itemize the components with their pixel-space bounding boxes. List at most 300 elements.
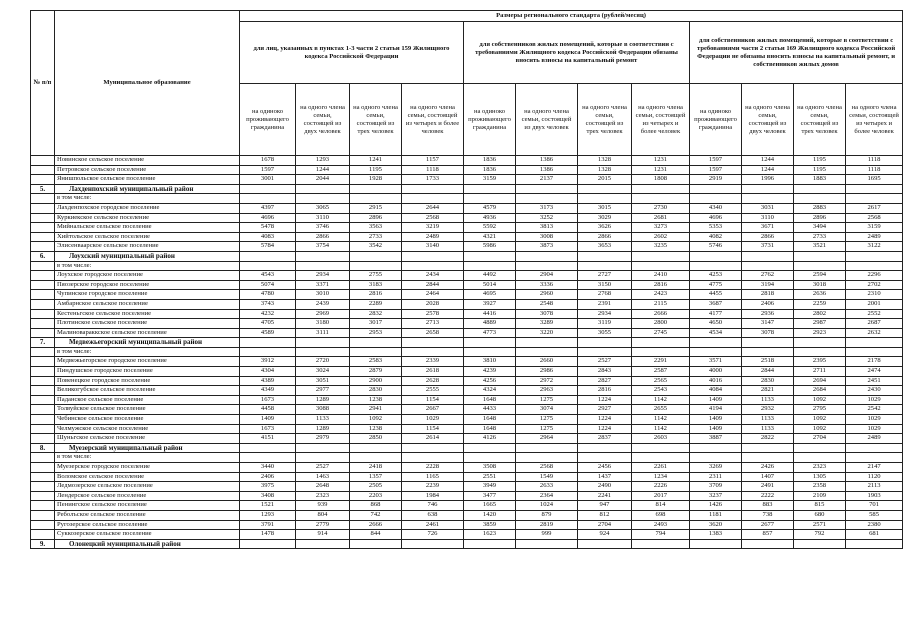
value-cell: 1142	[632, 395, 690, 405]
empty-cell	[31, 405, 55, 415]
value-cell: 2822	[742, 434, 794, 444]
empty-cell	[578, 443, 632, 453]
region-number: 7.	[31, 338, 55, 348]
value-cell: 3746	[296, 223, 350, 233]
value-cell: 1029	[846, 415, 903, 425]
value-cell: 2936	[742, 309, 794, 319]
value-cell: 2548	[516, 299, 578, 309]
value-cell: 1357	[350, 472, 402, 482]
table-row	[31, 242, 903, 252]
value-cell: 3887	[690, 434, 742, 444]
value-cell: 2423	[632, 290, 690, 300]
value-cell: 1142	[632, 424, 690, 434]
value-cell: 2632	[846, 328, 903, 338]
value-cell: 3122	[846, 242, 903, 252]
value-cell: 2883	[794, 203, 846, 213]
value-cell: 4416	[464, 309, 516, 319]
empty-cell	[632, 261, 690, 271]
table-row	[31, 530, 903, 540]
value-cell: 2711	[794, 367, 846, 377]
value-cell: 2816	[350, 290, 402, 300]
settlement-name: Чебинское сельское поселение	[55, 415, 240, 425]
table-row	[31, 175, 903, 185]
settlement-name: Муезерское городское поселение	[55, 463, 240, 473]
table-row	[31, 376, 903, 386]
empty-cell	[690, 338, 742, 348]
value-cell: 2702	[846, 280, 903, 290]
empty-cell	[350, 453, 402, 463]
value-cell: 3150	[578, 280, 632, 290]
empty-cell	[516, 453, 578, 463]
table-row	[31, 319, 903, 329]
value-cell: 3620	[690, 520, 742, 530]
number-column-header: № п/п	[31, 11, 55, 156]
value-cell: 3269	[690, 463, 742, 473]
value-cell: 2768	[578, 290, 632, 300]
value-cell: 2733	[794, 232, 846, 242]
value-cell: 4083	[240, 232, 296, 242]
value-cell: 2296	[846, 271, 903, 281]
value-cell: 1133	[296, 415, 350, 425]
empty-cell	[690, 184, 742, 194]
region-row	[31, 338, 903, 348]
value-cell: 2489	[846, 232, 903, 242]
empty-cell	[31, 242, 55, 252]
settlement-name: Лоухское городское поселение	[55, 271, 240, 281]
settlement-name: Пенингское сельское поселение	[55, 501, 240, 511]
value-cell: 2953	[350, 328, 402, 338]
value-cell: 844	[350, 530, 402, 540]
value-cell: 2987	[794, 319, 846, 329]
table-row	[31, 434, 903, 444]
value-cell: 2395	[794, 357, 846, 367]
value-cell: 1328	[578, 165, 632, 175]
empty-cell	[31, 434, 55, 444]
value-cell: 2843	[578, 367, 632, 377]
empty-cell	[31, 357, 55, 367]
empty-cell	[742, 251, 794, 261]
table-body	[31, 156, 903, 549]
value-cell: 2818	[742, 290, 794, 300]
value-cell: 2015	[578, 175, 632, 185]
table-row	[31, 501, 903, 511]
settlement-name: Медвежьегорское городское поселение	[55, 357, 240, 367]
value-cell: 857	[742, 530, 794, 540]
value-cell: 1383	[690, 530, 742, 540]
empty-cell	[632, 347, 690, 357]
empty-cell	[464, 347, 516, 357]
value-cell: 2837	[578, 434, 632, 444]
value-cell: 1238	[350, 395, 402, 405]
value-cell: 4349	[240, 386, 296, 396]
value-cell: 2410	[632, 271, 690, 281]
value-cell: 4936	[464, 213, 516, 223]
value-cell: 2339	[402, 357, 464, 367]
value-cell: 3159	[464, 175, 516, 185]
empty-cell	[516, 261, 578, 271]
value-cell: 738	[742, 510, 794, 520]
value-cell: 4256	[464, 376, 516, 386]
value-cell: 3743	[240, 299, 296, 309]
value-cell: 1426	[690, 501, 742, 511]
value-cell: 3015	[578, 203, 632, 213]
table-row	[31, 395, 903, 405]
value-cell: 883	[742, 501, 794, 511]
value-cell: 3173	[516, 203, 578, 213]
value-cell: 1648	[464, 395, 516, 405]
empty-cell	[31, 271, 55, 281]
standard-title-header: Размеры регионального стандарта (рублей/месяц)	[240, 11, 903, 22]
value-cell: 2802	[794, 309, 846, 319]
value-cell: 2666	[632, 309, 690, 319]
value-cell: 2406	[240, 472, 296, 482]
value-cell: 1231	[632, 156, 690, 166]
value-cell: 3671	[742, 223, 794, 233]
value-cell: 2677	[742, 520, 794, 530]
empty-cell	[742, 539, 794, 549]
value-cell: 2456	[578, 463, 632, 473]
value-cell: 939	[296, 501, 350, 511]
value-cell: 2587	[632, 367, 690, 377]
value-cell: 2896	[794, 213, 846, 223]
value-cell: 1092	[350, 415, 402, 425]
value-cell: 1234	[632, 472, 690, 482]
value-cell: 2730	[632, 203, 690, 213]
value-cell: 3687	[690, 299, 742, 309]
value-cell: 4433	[464, 405, 516, 415]
value-cell: 1648	[464, 424, 516, 434]
table-row	[31, 386, 903, 396]
value-cell: 2934	[578, 309, 632, 319]
value-cell: 2527	[578, 357, 632, 367]
settlement-name: Лахденпохское городское поселение	[55, 203, 240, 213]
empty-cell	[516, 443, 578, 453]
value-cell: 1305	[794, 472, 846, 482]
settlement-name: Амбарнское сельское поселение	[55, 299, 240, 309]
value-cell: 2489	[402, 232, 464, 242]
value-cell: 2681	[632, 213, 690, 223]
value-cell: 1521	[240, 501, 296, 511]
table-row	[31, 415, 903, 425]
empty-cell	[632, 453, 690, 463]
value-cell: 1244	[742, 156, 794, 166]
value-cell: 914	[296, 530, 350, 540]
value-cell: 1154	[402, 424, 464, 434]
value-cell: 2755	[350, 271, 402, 281]
empty-cell	[240, 261, 296, 271]
empty-cell	[31, 165, 55, 175]
value-cell: 3273	[632, 223, 690, 233]
value-cell: 1996	[742, 175, 794, 185]
value-cell: 1224	[578, 424, 632, 434]
value-cell: 2969	[296, 309, 350, 319]
table-row	[31, 491, 903, 501]
value-cell: 2113	[846, 482, 903, 492]
value-cell: 2147	[846, 463, 903, 473]
value-cell: 3731	[742, 242, 794, 252]
empty-cell	[402, 194, 464, 204]
subheader-cell: на одного члена семьи, состоящей из двух человек	[516, 84, 578, 156]
value-cell: 1142	[632, 415, 690, 425]
value-cell: 1836	[464, 165, 516, 175]
value-cell: 2406	[742, 299, 794, 309]
value-cell: 2904	[516, 271, 578, 281]
value-cell: 4082	[690, 232, 742, 242]
value-cell: 4455	[690, 290, 742, 300]
empty-cell	[794, 347, 846, 357]
value-cell: 1092	[794, 424, 846, 434]
value-cell: 4389	[240, 376, 296, 386]
value-cell: 1678	[240, 156, 296, 166]
empty-cell	[350, 347, 402, 357]
value-cell: 4780	[240, 290, 296, 300]
settlement-name: Новинское сельское поселение	[55, 156, 240, 166]
value-cell: 5746	[690, 242, 742, 252]
table-row	[31, 357, 903, 367]
value-cell: 2203	[350, 491, 402, 501]
value-cell: 2323	[794, 463, 846, 473]
value-cell: 1289	[296, 395, 350, 405]
value-cell: 2844	[742, 367, 794, 377]
settlement-name: Толвуйское сельское поселение	[55, 405, 240, 415]
value-cell: 2380	[846, 520, 903, 530]
value-cell: 3110	[742, 213, 794, 223]
table-row	[31, 299, 903, 309]
value-cell: 2704	[578, 520, 632, 530]
value-cell: 3140	[402, 242, 464, 252]
value-cell: 2291	[632, 357, 690, 367]
value-cell: 1165	[402, 472, 464, 482]
empty-cell	[31, 261, 55, 271]
value-cell: 4589	[240, 328, 296, 338]
subheader-cell: на одиноко проживающего гражданина	[464, 84, 516, 156]
empty-cell	[516, 194, 578, 204]
value-cell: 1118	[846, 156, 903, 166]
table-row	[31, 156, 903, 166]
empty-cell	[742, 453, 794, 463]
value-cell: 2927	[578, 405, 632, 415]
value-cell: 1118	[402, 165, 464, 175]
group-header-3: для собственников жилых помещений, которые в соответствии с требованиями части 2 статьи 169 Жилищного кодекса Российской Федерации не обязаны вносить взносы на капитальный ремонт, и собственников жилых домов	[690, 22, 903, 84]
value-cell: 742	[350, 510, 402, 520]
region-name: Олонецкий муниципальный район	[55, 539, 240, 549]
value-cell: 2464	[402, 290, 464, 300]
value-cell: 2518	[742, 357, 794, 367]
empty-cell	[31, 309, 55, 319]
empty-cell	[516, 347, 578, 357]
value-cell: 1231	[632, 165, 690, 175]
value-cell: 1289	[296, 424, 350, 434]
value-cell: 5014	[464, 280, 516, 290]
value-cell: 2178	[846, 357, 903, 367]
value-cell: 2001	[846, 299, 903, 309]
value-cell: 3065	[296, 203, 350, 213]
value-cell: 2571	[794, 520, 846, 530]
value-cell: 701	[846, 501, 903, 511]
value-cell: 1623	[464, 530, 516, 540]
empty-cell	[578, 347, 632, 357]
empty-cell	[31, 290, 55, 300]
value-cell: 2964	[516, 434, 578, 444]
value-cell: 812	[578, 510, 632, 520]
value-cell: 4340	[690, 203, 742, 213]
region-row	[31, 539, 903, 549]
value-cell: 2866	[578, 232, 632, 242]
value-cell: 2017	[632, 491, 690, 501]
empty-cell	[846, 347, 903, 357]
value-cell: 4321	[464, 232, 516, 242]
value-cell: 1224	[578, 395, 632, 405]
value-cell: 3008	[516, 232, 578, 242]
table-row	[31, 472, 903, 482]
empty-cell	[690, 194, 742, 204]
empty-cell	[846, 453, 903, 463]
value-cell: 3289	[516, 319, 578, 329]
value-cell: 2603	[632, 434, 690, 444]
including-label: в том числе:	[55, 261, 240, 271]
subheader-cell: на одного члена семьи, состоящей из четырех и более человек	[632, 84, 690, 156]
value-cell: 2311	[690, 472, 742, 482]
value-cell: 4177	[690, 309, 742, 319]
value-cell: 2779	[296, 520, 350, 530]
value-cell: 1386	[516, 156, 578, 166]
value-cell: 2660	[516, 357, 578, 367]
empty-cell	[464, 453, 516, 463]
value-cell: 2648	[296, 482, 350, 492]
subtitle-row	[31, 347, 903, 357]
value-cell: 680	[794, 510, 846, 520]
value-cell: 3477	[464, 491, 516, 501]
empty-cell	[296, 251, 350, 261]
empty-cell	[240, 539, 296, 549]
value-cell: 3927	[464, 299, 516, 309]
value-cell: 2226	[632, 482, 690, 492]
value-cell: 1984	[402, 491, 464, 501]
value-cell: 1293	[296, 156, 350, 166]
value-cell: 3521	[794, 242, 846, 252]
empty-cell	[578, 453, 632, 463]
value-cell: 5353	[690, 223, 742, 233]
settlement-name: Паданское сельское поселение	[55, 395, 240, 405]
empty-cell	[464, 539, 516, 549]
empty-cell	[296, 261, 350, 271]
settlement-name: Суккозерское сельское поселение	[55, 530, 240, 540]
value-cell: 2418	[350, 463, 402, 473]
value-cell: 2821	[742, 386, 794, 396]
value-cell: 3949	[464, 482, 516, 492]
value-cell: 3055	[578, 328, 632, 338]
value-cell: 1463	[296, 472, 350, 482]
value-cell: 2850	[350, 434, 402, 444]
settlement-name: Элисенваарское сельское поселение	[55, 242, 240, 252]
value-cell: 3653	[578, 242, 632, 252]
value-cell: 4696	[690, 213, 742, 223]
value-cell: 4151	[240, 434, 296, 444]
value-cell: 2602	[632, 232, 690, 242]
value-cell: 999	[516, 530, 578, 540]
table-row	[31, 309, 903, 319]
empty-cell	[846, 443, 903, 453]
value-cell: 4324	[464, 386, 516, 396]
value-cell: 3440	[240, 463, 296, 473]
value-cell: 3975	[240, 482, 296, 492]
value-cell: 746	[402, 501, 464, 511]
empty-cell	[690, 539, 742, 549]
value-cell: 4775	[690, 280, 742, 290]
value-cell: 2830	[350, 386, 402, 396]
value-cell: 868	[350, 501, 402, 511]
value-cell: 2493	[632, 520, 690, 530]
empty-cell	[402, 251, 464, 261]
value-cell: 2543	[632, 386, 690, 396]
region-number: 8.	[31, 443, 55, 453]
region-row	[31, 443, 903, 453]
value-cell: 2489	[846, 434, 903, 444]
value-cell: 1244	[296, 165, 350, 175]
value-cell: 2745	[632, 328, 690, 338]
value-cell: 4579	[464, 203, 516, 213]
empty-cell	[350, 443, 402, 453]
empty-cell	[632, 251, 690, 261]
empty-cell	[402, 261, 464, 271]
value-cell: 792	[794, 530, 846, 540]
empty-cell	[31, 367, 55, 377]
value-cell: 2474	[846, 367, 903, 377]
value-cell: 4492	[464, 271, 516, 281]
empty-cell	[742, 443, 794, 453]
table-header	[31, 11, 903, 156]
value-cell: 2568	[402, 213, 464, 223]
value-cell: 2628	[402, 376, 464, 386]
value-cell: 2720	[296, 357, 350, 367]
value-cell: 3024	[296, 367, 350, 377]
empty-cell	[578, 539, 632, 549]
including-label: в том числе:	[55, 453, 240, 463]
municipality-column-header: Муниципальное образование	[55, 11, 240, 156]
settlement-name: Великогубское сельское поселение	[55, 386, 240, 396]
standards-table	[30, 10, 903, 549]
settlement-name: Пиндушское городское поселение	[55, 367, 240, 377]
value-cell: 1293	[240, 510, 296, 520]
document-sheet	[30, 10, 898, 549]
empty-cell	[402, 338, 464, 348]
value-cell: 2578	[402, 309, 464, 319]
table-row	[31, 328, 903, 338]
value-cell: 2261	[632, 463, 690, 473]
value-cell: 2310	[846, 290, 903, 300]
empty-cell	[296, 184, 350, 194]
value-cell: 3031	[742, 203, 794, 213]
value-cell: 2704	[794, 434, 846, 444]
value-cell: 2323	[296, 491, 350, 501]
value-cell: 1238	[350, 424, 402, 434]
value-cell: 3219	[402, 223, 464, 233]
empty-cell	[402, 443, 464, 453]
value-cell: 2115	[632, 299, 690, 309]
value-cell: 1407	[742, 472, 794, 482]
empty-cell	[240, 453, 296, 463]
value-cell: 1195	[794, 156, 846, 166]
value-cell: 1029	[402, 415, 464, 425]
table-row	[31, 463, 903, 473]
value-cell: 2614	[402, 434, 464, 444]
empty-cell	[296, 338, 350, 348]
value-cell: 1673	[240, 395, 296, 405]
value-cell: 1118	[846, 165, 903, 175]
empty-cell	[578, 184, 632, 194]
settlement-name: Повенецкое городское поселение	[55, 376, 240, 386]
value-cell: 1420	[464, 510, 516, 520]
